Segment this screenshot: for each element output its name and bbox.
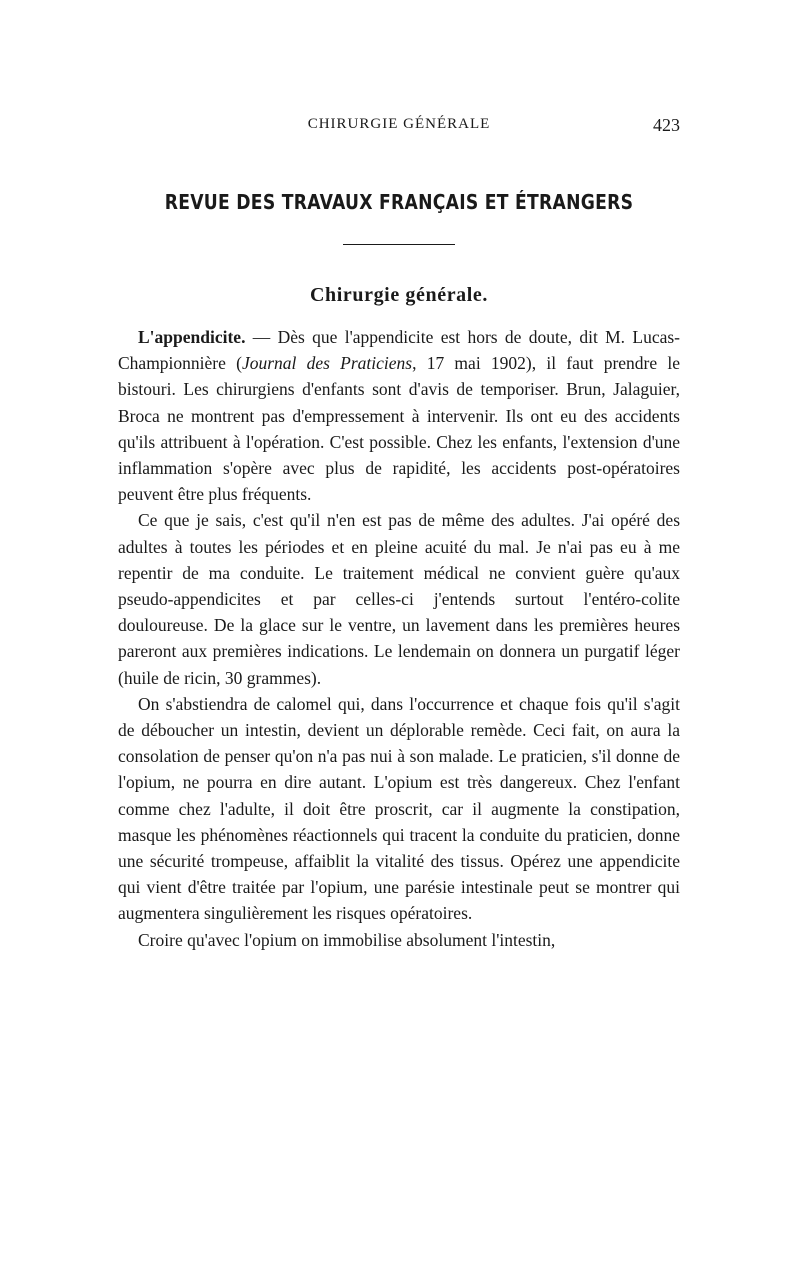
paragraph-4: Croire qu'avec l'opium on immobilise absolument l'intestin, [138,929,556,950]
article-body [118,324,680,953]
paragraph-2: Ce que je sais, c'est qu'il n'en est pas de même des adultes. J'ai opéré des adultes à toutes les périodes et en pleine acuité du mal. Je n'ai pas eu à me repentir de ma conduite. Le traitement médical ne convient guère qu'aux pseudo-appendicites et par celles-ci j'entends surtout l'entéro-colite douloureuse. De la glace sur le ventre, un lavement dans les premières heures pareront aux premières indications. Le lendemain on donnera un purgatif léger (huile de ricin, 30 grammes). [118,510,680,688]
article-lead: L'appendicite. [138,327,246,347]
page-number: 423 [653,115,680,135]
section-title: REVUE DES TRAVAUX FRANÇAIS ET ÉTRANGERS [164,190,634,214]
document-page [118,0,680,1262]
paragraph-1 [118,324,680,507]
paragraph-1-part-a: — Dès que l'appendicite est hors de doute, dit M. Lucas-Championnière ( [118,327,680,374]
paragraph-1-part-b: , 17 mai 1902), il faut prendre le bistouri. Les chirurgiens d'enfants sont d'avis de temporiser. Brun, Jalaguier, Broca ne montrent pas d'empressement à intervenir. Ils ont eu des accidents qu'ils attribuent à l'opération. C'est possible. Chez les enfants, l'extension d'une inflammation s'opère avec plus de rapidité, les accidents post-opératoires peuvent être plus fréquents. [118,353,681,505]
running-head [118,116,680,140]
journal-title: Journal des Praticiens [241,353,413,374]
title-rule [343,244,455,245]
paragraph-3: On s'abstiendra de calomel qui, dans l'occurrence et chaque fois qu'il s'agit de déboucher un intestin, devient un déplorable remède. Ceci fait, on aura la consolation de penser qu'on n'a pas nui à son malade. Le praticien, s'il donne de l'opium, ne pourra en dire autant. L'opium est très dangereux. Chez l'enfant comme chez l'adulte, il doit être proscrit, car il augmente la constipation, masque les phénomènes réactionnels qui tracent la conduite du praticien, donne une sécurité trompeuse, affaiblit la vitalité des tissus. Opérez une appendicite qui vient d'être traitée par l'opium, une parésie intestinale peut se montrer qui augmentera singulièrement les risques opératoires. [118,693,680,924]
running-title: CHIRURGIE GÉNÉRALE [307,116,491,132]
subsection-title: Chirurgie générale. [309,284,489,306]
